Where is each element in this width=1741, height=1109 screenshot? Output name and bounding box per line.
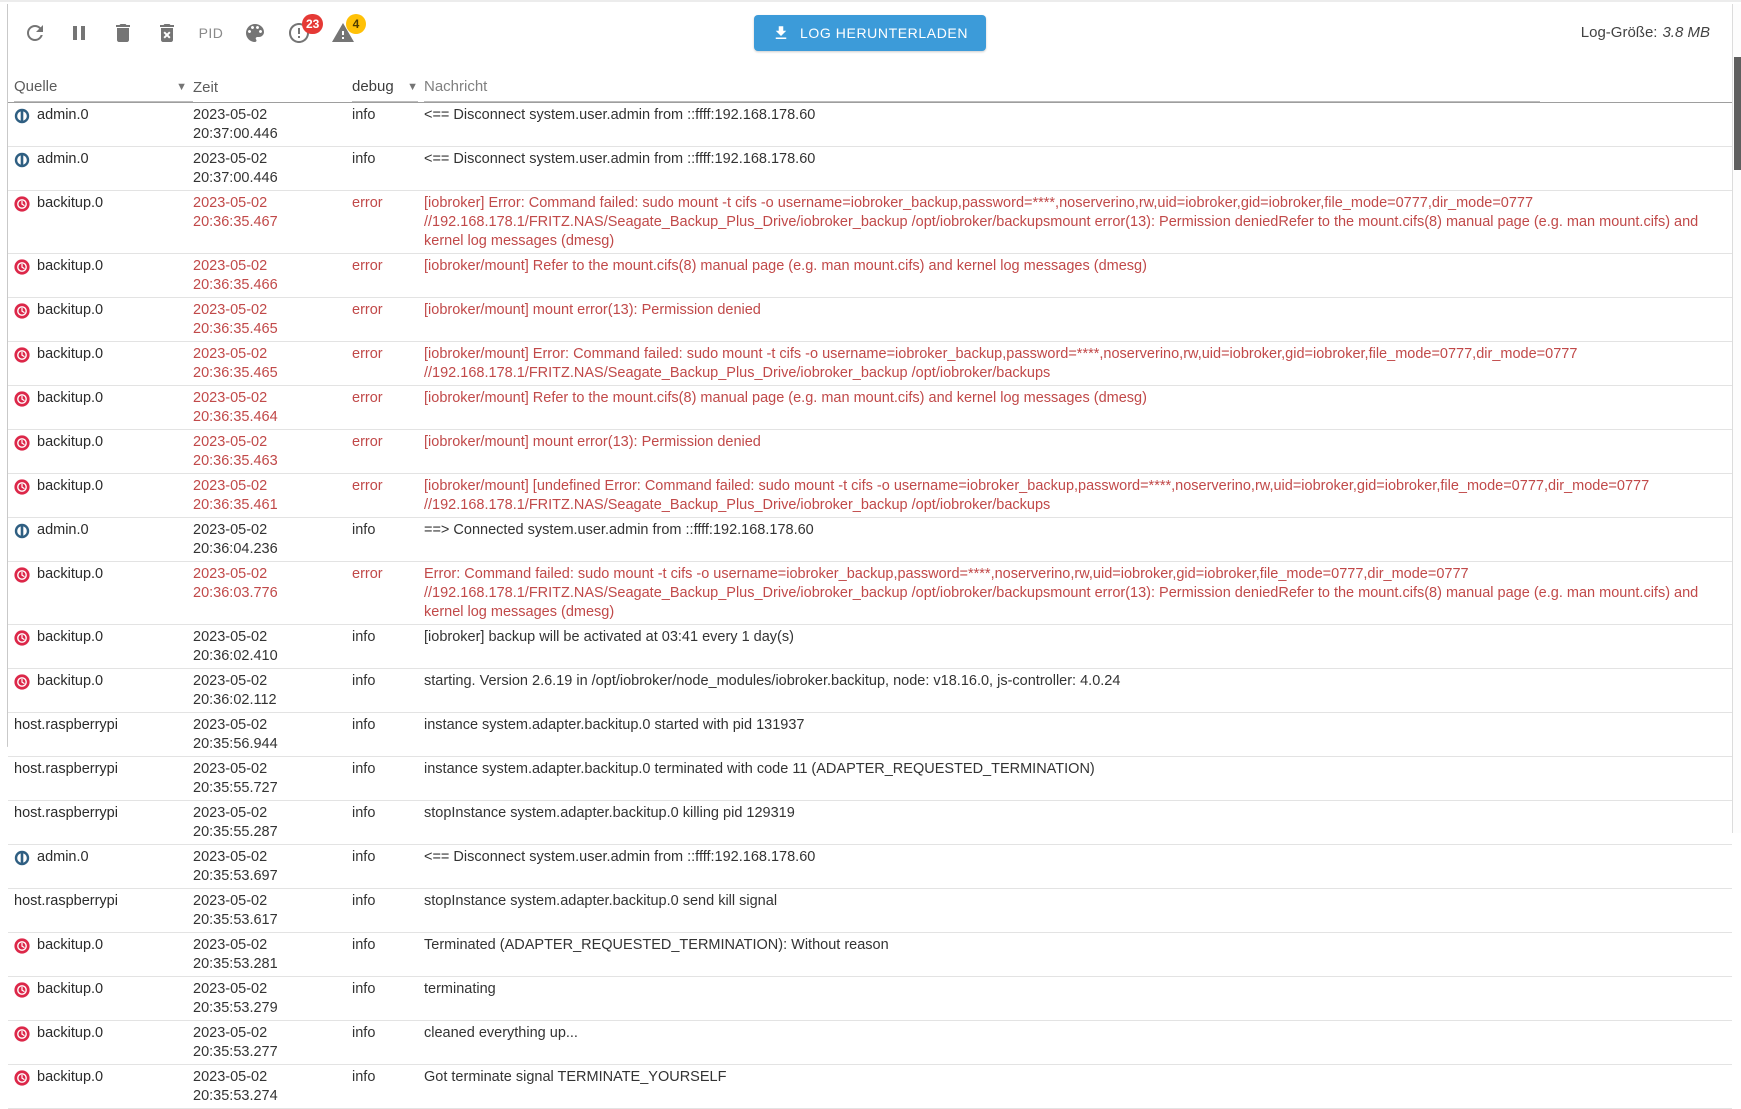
log-source-name: admin.0 [37,522,89,538]
log-source-name: backitup.0 [37,302,104,318]
log-toolbar [8,4,1732,61]
log-severity-cell: error [352,346,383,362]
log-rows [8,103,1732,1109]
log-message-cell: [iobroker/mount] mount error(13): Permission denied [424,302,761,318]
log-severity-cell: error [352,566,383,582]
log-size-label: Log-Größe: [1580,24,1658,41]
log-row [8,518,1732,562]
log-severity-cell: info [352,151,376,167]
severity-filter-select[interactable] [352,78,418,102]
log-message-cell: stopInstance system.adapter.backitup.0 send kill signal [424,893,778,909]
log-source-cell [14,760,193,779]
log-size [1581,24,1732,41]
log-message-cell: [iobroker/mount] mount error(13): Permission denied [424,434,761,450]
log-message-cell: ==> Connected system.user.admin from ::ffff:192.168.178.60 [424,522,814,538]
log-source-name: backitup.0 [37,629,104,645]
vertical-scrollbar[interactable] [1732,4,1741,833]
log-row [8,254,1732,298]
log-source-name: backitup.0 [37,1025,104,1041]
log-message-cell: Error: Command failed: sudo mount -t cifs -o username=iobroker_backup,password=****,noserverino,rw,uid=iobroker,gid=iobroker,file_mode=0777,dir_mode=0777 //192.168.178.1/FRITZ.NAS/Seagate_Backup_Plus_Drive/iobroker_backup /opt/iobroker/backupsmount error(13): Permission deniedRefer to the mount.cifs(8) manual page (e.g. man mount.cifs) and kernel log messages (dmesg) [424,566,1699,620]
log-row [8,669,1732,713]
severity-filter-value: debug [352,78,394,95]
log-message-cell: [iobroker] backup will be activated at 03:41 every 1 day(s) [424,629,794,645]
adapter-icon-admin [14,850,30,866]
log-time-cell: 2023-05-02 20:36:35.466 [193,258,278,293]
colorize-button[interactable] [238,16,272,50]
log-source-name: host.raspberrypi [14,805,118,821]
log-table-header [8,61,1732,103]
log-row [8,845,1732,889]
log-message-cell: [iobroker] Error: Command failed: sudo mount -t cifs -o username=iobroker_backup,password=****,noserverino,rw,uid=iobroker,gid=iobroker,file_mode=0777,dir_mode=0777 //192.168.178.1/FRITZ.NAS/Seagate_Backup_Plus_Drive/iobroker_backup /opt/iobroker/backupsmount error(13): Permission deniedRefer to the mount.cifs(8) manual page (e.g. man mount.cifs) and kernel log messages (dmesg) [424,195,1699,249]
log-source-cell [14,389,193,408]
log-time-cell: 2023-05-02 20:36:35.461 [193,478,278,513]
log-source-cell [14,194,193,213]
log-row [8,147,1732,191]
log-severity-cell: info [352,893,376,909]
log-time-cell: 2023-05-02 20:37:00.446 [193,151,278,186]
log-source-cell [14,477,193,496]
time-column-label: Zeit [193,79,219,96]
clear-log-on-disk-button[interactable] [150,16,184,50]
download-log-button-label: LOG HERUNTERLADEN [799,24,969,41]
log-row [8,474,1732,518]
adapter-icon-backitup [14,674,30,690]
log-row [8,977,1732,1021]
message-column-label: Nachricht [424,78,488,95]
log-time-cell: 2023-05-02 20:36:03.776 [193,566,278,601]
log-time-cell: 2023-05-02 20:35:53.279 [193,981,278,1016]
log-severity-cell: info [352,107,376,123]
pid-label: PID [198,24,224,41]
log-source-name: host.raspberrypi [14,761,118,777]
chevron-down-icon: ▼ [407,80,418,93]
log-panel [7,4,1732,1104]
log-severity-cell: error [352,434,383,450]
adapter-icon-backitup [14,347,30,363]
log-message-cell: <== Disconnect system.user.admin from ::ffff:192.168.178.60 [424,151,816,167]
log-source-cell [14,150,193,169]
adapter-icon-backitup [14,1070,30,1086]
adapter-icon-backitup [14,391,30,407]
warning-count-badge: 4 [346,14,366,34]
log-source-cell [14,345,193,364]
log-message-cell: starting. Version 2.6.19 in /opt/iobroker/node_modules/iobroker.backitup, node: v18.16.0, js-controller: 4.0.24 [424,673,1121,689]
log-severity-cell: info [352,717,376,733]
palette-icon [243,21,267,45]
log-time-cell: 2023-05-02 20:35:53.274 [193,1069,278,1104]
delete-forever-icon [155,21,179,45]
source-filter-select[interactable] [14,78,193,102]
log-row [8,933,1732,977]
log-source-cell [14,106,193,125]
log-source-cell [14,672,193,691]
log-row [8,801,1732,845]
log-source-cell [14,1068,193,1087]
log-source-cell [14,521,193,540]
log-source-cell [14,565,193,584]
log-message-cell: [iobroker/mount] Refer to the mount.cifs(8) manual page (e.g. man mount.cifs) and kernel log messages (dmesg) [424,258,1147,274]
log-severity-cell: info [352,1025,376,1041]
adapter-icon-admin [14,152,30,168]
log-severity-cell: error [352,478,383,494]
log-source-name: backitup.0 [37,937,104,953]
log-severity-cell: info [352,522,376,538]
log-row [8,1021,1732,1065]
log-time-cell: 2023-05-02 20:35:53.277 [193,1025,278,1060]
error-count-badge: 23 [302,14,323,34]
log-severity-cell: error [352,195,383,211]
log-row [8,298,1732,342]
log-source-name: backitup.0 [37,673,104,689]
log-message-cell: Terminated (ADAPTER_REQUESTED_TERMINATION): Without reason [424,937,889,953]
log-severity-cell: info [352,673,376,689]
log-source-name: admin.0 [37,151,89,167]
log-source-name: backitup.0 [37,195,104,211]
log-source-cell [14,628,193,647]
log-source-cell [14,980,193,999]
log-time-cell: 2023-05-02 20:36:02.112 [193,673,277,708]
log-time-cell: 2023-05-02 20:36:35.467 [193,195,278,230]
log-source-name: admin.0 [37,849,89,865]
log-time-cell: 2023-05-02 20:37:00.446 [193,107,278,142]
log-time-cell: 2023-05-02 20:35:53.617 [193,893,278,928]
clear-log-button[interactable] [106,16,140,50]
adapter-icon-backitup [14,259,30,275]
adapter-icon-admin [14,108,30,124]
log-source-cell [14,804,193,823]
adapter-icon-backitup [14,1026,30,1042]
log-message-cell: cleaned everything up... [424,1025,578,1041]
log-severity-cell: info [352,805,376,821]
log-source-cell [14,848,193,867]
log-time-cell: 2023-05-02 20:35:55.287 [193,805,278,840]
log-source-name: backitup.0 [37,566,104,582]
log-source-name: backitup.0 [37,434,104,450]
warning-filter-button[interactable] [326,16,360,50]
log-severity-cell: error [352,390,383,406]
log-source-name: admin.0 [37,107,89,123]
pause-icon [67,21,91,45]
log-row [8,889,1732,933]
log-source-name: backitup.0 [37,981,104,997]
log-source-name: backitup.0 [37,1069,104,1085]
log-time-cell: 2023-05-02 20:35:56.944 [193,717,278,752]
chevron-down-icon: ▼ [176,80,187,93]
log-row [8,757,1732,801]
log-source-name: backitup.0 [37,258,104,274]
log-source-name: backitup.0 [37,390,104,406]
log-source-name: backitup.0 [37,346,104,362]
log-time-cell: 2023-05-02 20:36:02.410 [193,629,278,664]
log-message-cell: <== Disconnect system.user.admin from ::ffff:192.168.178.60 [424,107,816,123]
log-source-cell [14,433,193,452]
show-pid-button[interactable] [194,16,228,50]
message-filter-input[interactable] [424,78,1540,102]
toolbar-icon-group [8,16,360,50]
adapter-icon-backitup [14,303,30,319]
log-source-cell [14,301,193,320]
source-column-label: Quelle [14,78,58,95]
log-message-cell: [iobroker/mount] [undefined Error: Command failed: sudo mount -t cifs -o username=iobroker_backup,password=****,noserverino,rw,uid=iobroker,gid=iobroker,file_mode=0777,dir_mode=0777 //192.168.178.1/FRITZ.NAS/Seagate_Backup_Plus_Drive/iobroker_backup /opt/iobroker/backups [424,478,1650,513]
log-message-cell: stopInstance system.adapter.backitup.0 killing pid 129319 [424,805,795,821]
adapter-icon-backitup [14,196,30,212]
log-source-cell [14,936,193,955]
log-message-cell: terminating [424,981,496,997]
error-filter-button[interactable] [282,16,320,50]
refresh-button[interactable] [18,16,52,50]
log-time-cell: 2023-05-02 20:36:04.236 [193,522,278,557]
download-log-button[interactable] [754,15,986,51]
adapter-icon-backitup [14,479,30,495]
log-time-cell: 2023-05-02 20:36:35.463 [193,434,278,469]
log-row [8,191,1732,254]
log-row [8,342,1732,386]
log-source-name: backitup.0 [37,478,104,494]
adapter-icon-backitup [14,630,30,646]
log-message-cell: instance system.adapter.backitup.0 terminated with code 11 (ADAPTER_REQUESTED_TERMINATION) [424,761,1095,777]
log-severity-cell: info [352,761,376,777]
download-icon [772,24,790,42]
log-row [8,430,1732,474]
log-message-cell: <== Disconnect system.user.admin from ::ffff:192.168.178.60 [424,849,816,865]
log-severity-cell: info [352,937,376,953]
log-time-cell: 2023-05-02 20:35:53.281 [193,937,278,972]
time-column-header [193,79,352,102]
log-severity-cell: info [352,629,376,645]
scrollbar-thumb[interactable] [1734,57,1741,170]
log-row [8,386,1732,430]
log-time-cell: 2023-05-02 20:35:55.727 [193,761,278,796]
adapter-icon-backitup [14,938,30,954]
adapter-icon-backitup [14,982,30,998]
log-row [8,1065,1732,1109]
log-source-name: host.raspberrypi [14,893,118,909]
log-source-cell [14,716,193,735]
log-size-value: 3.8 MB [1662,24,1710,41]
log-row [8,625,1732,669]
pause-button[interactable] [62,16,96,50]
log-message-cell: [iobroker/mount] Error: Command failed: sudo mount -t cifs -o username=iobroker_backup,password=****,noserverino,rw,uid=iobroker,gid=iobroker,file_mode=0777,dir_mode=0777 //192.168.178.1/FRITZ.NAS/Seagate_Backup_Plus_Drive/iobroker_backup /opt/iobroker/backups [424,346,1578,381]
log-time-cell: 2023-05-02 20:35:53.697 [193,849,278,884]
adapter-icon-admin [14,523,30,539]
log-severity-cell: info [352,849,376,865]
log-row [8,713,1732,757]
log-source-cell [14,892,193,911]
log-source-cell [14,1024,193,1043]
log-time-cell: 2023-05-02 20:36:35.465 [193,302,278,337]
log-time-cell: 2023-05-02 20:36:35.465 [193,346,278,381]
log-severity-cell: info [352,1069,376,1085]
log-row [8,562,1732,625]
log-time-cell: 2023-05-02 20:36:35.464 [193,390,278,425]
log-source-name: host.raspberrypi [14,717,118,733]
delete-icon [111,21,135,45]
log-row [8,103,1732,147]
adapter-icon-backitup [14,435,30,451]
log-severity-cell: info [352,981,376,997]
log-severity-cell: error [352,258,383,274]
adapter-icon-backitup [14,567,30,583]
log-message-cell: Got terminate signal TERMINATE_YOURSELF [424,1069,727,1085]
log-message-cell: instance system.adapter.backitup.0 started with pid 131937 [424,717,805,733]
log-source-cell [14,257,193,276]
refresh-icon [23,21,47,45]
log-message-cell: [iobroker/mount] Refer to the mount.cifs(8) manual page (e.g. man mount.cifs) and kernel log messages (dmesg) [424,390,1147,406]
log-severity-cell: error [352,302,383,318]
